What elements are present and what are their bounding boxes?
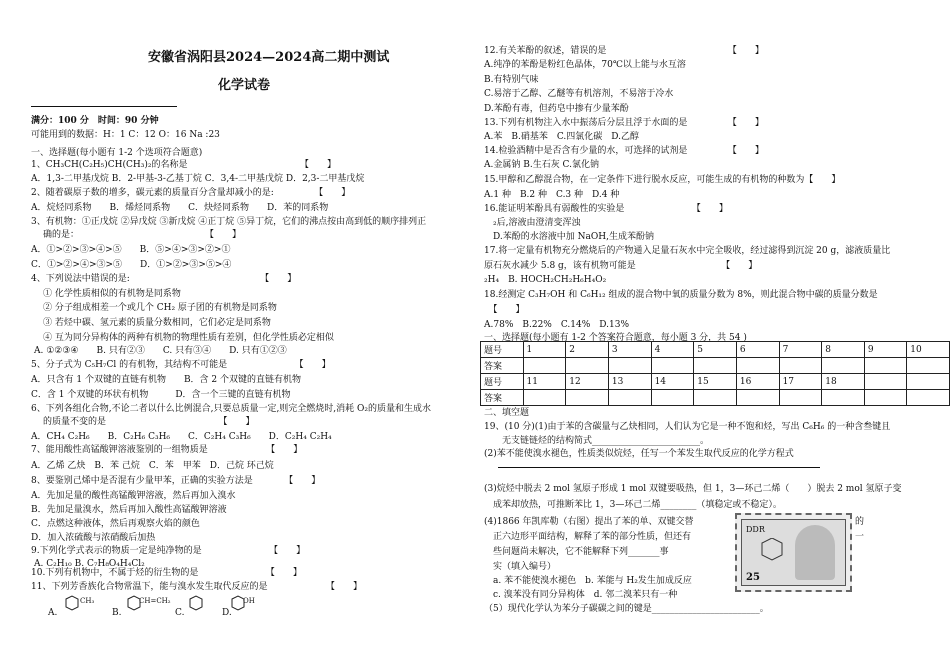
right-line-0: 12.有关苯酚的叙述，错误的是 【 】 <box>484 46 764 56</box>
answer-row <box>481 374 950 390</box>
left-line-13: ④ 互为同分异构体的两种有机物的物理性质有差别，但化学性质必定相似 <box>34 333 334 343</box>
left-line-1: 1、CH₃CH(C₂H₅)CH(CH₃)₂的名称是 【 】 <box>31 160 336 170</box>
right-line-6: A.苯 B.硝基苯 C.四氯化碳 D.乙醇 <box>484 132 640 142</box>
answer-cell[interactable] <box>907 390 950 406</box>
q11-option-b[interactable] <box>112 608 121 619</box>
right-line-16: ₂H₄ B. HOCH₂CH₂H₆H₄O₂ <box>484 275 607 285</box>
fill-line-3: (2)苯不能使溴水褪色，性质类似烷烃，任写一个苯发生取代反应的化学方程式 <box>484 449 794 459</box>
fill-line-11: c. 溴苯没有同分异构体 d. 邻二溴苯只有一种 <box>484 590 678 600</box>
answer-cell[interactable]: 答案 <box>481 358 524 374</box>
left-line-24: A．先加足量的酸性高锰酸钾溶液，然后再加入溴水 <box>31 491 236 501</box>
right-line-2: B.有特别气味 <box>484 75 539 85</box>
answer-line-2 <box>498 467 820 468</box>
answer-cell[interactable] <box>779 390 822 406</box>
answer-cell[interactable] <box>907 358 950 374</box>
left-line-14: A. ①②③④ B. 只有②③ C. 只有③④ D. 只有①②③ <box>34 346 287 356</box>
fill-line-6: (4)1866 年凯库勒（右图）提出了苯的单、双键交替 <box>484 517 694 527</box>
fill-line-8: 些问题尚未解决，它不能解释下列_______事 <box>484 547 669 557</box>
left-line-20: A．CH₄ C₂H₆ B．C₂H₆ C₃H₆ C．C₂H₄ C₃H₆ D．C₂H₄ C₂H₄ <box>31 432 332 442</box>
fill-line-10: a. 苯不能使溴水褪色 b. 苯能与 H₂发生加成反应 <box>484 576 692 586</box>
left-line-15: 5、分子式为 C₅H₇Cl 的有机物，其结构不可能是 【 】 <box>31 360 331 370</box>
answer-cell[interactable] <box>608 390 651 406</box>
left-line-21: 7、能用酸性高锰酸钾溶液鉴别的一组物质是 【 】 <box>31 445 303 455</box>
question-number-cell: 6 <box>736 342 779 358</box>
answer-cell[interactable] <box>651 358 694 374</box>
right-line-3: C.易溶于乙醇、乙醚等有机溶剂，不易溶于冷水 <box>484 89 674 99</box>
left-line-8: C．①>②>④>③>⑤ D．①>②>③>⑤>④ <box>31 260 232 270</box>
stamp-country: DDR <box>746 525 765 534</box>
question-number-cell: 18 <box>822 374 865 390</box>
right-line-1: A.纯净的苯酚是粉红色晶体，70℃以上能与水互溶 <box>484 60 686 70</box>
right-line-17: 18.经测定 C₃H₇OH 和 C₆H₁₂ 组成的混合物中氧的质量分数为 8%，则此混合物中碳的质量分数是 <box>484 290 878 300</box>
answer-cell[interactable] <box>523 358 566 374</box>
right-line-14: 17.将一定量有机物充分燃烧后的产物通入足量石灰水中完全吸收，经过滤得到沉淀 20 g，滤液质量比 <box>484 246 891 256</box>
question-number-cell: 10 <box>907 342 950 358</box>
left-line-2: A．1,3-二甲基戊烷 B．2-甲基-3-乙基丁烷 C．3,4-二甲基戊烷 D．2,3-二甲基戊烷 <box>31 174 365 184</box>
answer-cell[interactable] <box>523 390 566 406</box>
option-letter: B. <box>112 608 122 618</box>
left-line-28: 9.下列化学式表示的物质一定是纯净物的是 【 】 <box>31 546 306 556</box>
question-number-cell: 11 <box>523 374 566 390</box>
benzene-ring-icon <box>184 593 214 615</box>
answer-cell[interactable] <box>822 390 865 406</box>
answer-cell[interactable] <box>694 390 737 406</box>
fill-line-9: 实（填入编号） <box>484 562 557 572</box>
left-line-16: A．只含有 1 个双键的直链有机物 B．含 2 个双键的直链有机物 <box>31 375 302 385</box>
right-line-5: 13.下列有机物注入水中振荡后分层且浮于水面的是 【 】 <box>484 118 764 128</box>
question-number-cell: 题号 <box>481 342 524 358</box>
score-time: 满分：100 分 时间：90 分钟 <box>31 116 159 126</box>
option-letter: C. <box>175 608 185 618</box>
left-line-23: 8、要鉴别己烯中是否混有少量甲苯，正确的实验方法是 【 】 <box>31 476 321 486</box>
answer-row <box>481 342 950 358</box>
q11-b-sub: CH=CH₂ <box>139 597 171 605</box>
left-line-26: C．点燃这种液体，然后再观察火焰的颜色 <box>31 519 200 529</box>
answer-cell[interactable] <box>736 358 779 374</box>
question-number-cell: 1 <box>523 342 566 358</box>
question-number-cell: 题号 <box>481 374 524 390</box>
answer-cell[interactable] <box>608 358 651 374</box>
left-line-17: C．含 1 个双键的环状有机物 D．含一个三键的直链有机物 <box>31 390 291 400</box>
question-number-cell <box>907 374 950 390</box>
answer-table <box>480 341 950 406</box>
question-number-cell: 3 <box>608 342 651 358</box>
left-line-10: ① 化学性质相似的有机物是同系物 <box>34 289 181 299</box>
atomic-masses: 可能用到的数据：H：1 C：12 O：16 Na :23 <box>31 130 220 140</box>
answer-cell[interactable] <box>566 358 609 374</box>
right-line-4: D.苯酚有毒，但药皂中掺有少量苯酚 <box>484 104 629 114</box>
answer-cell[interactable] <box>651 390 694 406</box>
right-line-9: 15.甲醇和乙醇混合物，在一定条件下进行脱水反应，可能生成的有机物的种数为【 】 <box>484 175 841 185</box>
stamp-value: 25 <box>746 572 760 583</box>
right-line-8: A.金属钠 B.生石灰 C.氯化钠 <box>484 160 599 170</box>
side-char-2: 一 <box>855 532 865 542</box>
answer-cell[interactable] <box>736 390 779 406</box>
question-number-cell: 2 <box>566 342 609 358</box>
question-number-cell <box>864 374 906 390</box>
q11-text: 11、下列芳香族化合物常温下，能与溴水发生取代反应的是 【 】 <box>31 582 362 592</box>
fill-line-7: 正六边形平面结构，解释了苯的部分性质，但还有 <box>484 532 692 542</box>
left-line-7: A．①>②>③>④>⑤ B．⑤>④>③>②>① <box>31 245 231 255</box>
question-number-cell: 14 <box>651 374 694 390</box>
question-number-cell: 4 <box>651 342 694 358</box>
answer-row <box>481 358 950 374</box>
answer-cell[interactable] <box>822 358 865 374</box>
question-number-cell: 17 <box>779 374 822 390</box>
question-number-cell: 7 <box>779 342 822 358</box>
left-line-11: ② 分子组成相差一个或几个 CH₂ 原子团的有机物是同系物 <box>34 303 277 313</box>
right-line-13: D.苯酚的水溶液中加 NaOH,生成苯酚钠 <box>484 232 654 242</box>
right-line-10: A.1 种 B.2 种 C.3 种 D.4 种 <box>484 190 620 200</box>
left-line-6: 确的是： 【 】 <box>34 230 242 240</box>
left-line-25: B．先加足量溴水，然后再加入酸性高锰酸钾溶液 <box>31 505 227 515</box>
question-number-cell: 9 <box>864 342 906 358</box>
left-line-18: 6、下列各组化合物,不论二者以什么比例混合,只要总质量一定,则完全燃烧时,消耗 O₂的质量和生成水 <box>31 404 432 414</box>
right-line-20: 一、选择题(每小题有 1-2 个答案符合题意，每小题 3 分，共 54 ) <box>484 333 747 343</box>
question-number-cell: 8 <box>822 342 865 358</box>
left-line-9: 4、下列说法中错误的是: 【 】 <box>31 274 297 284</box>
left-line-27: D．加入浓硫酸与浓硝酸后加热 <box>31 533 156 543</box>
fill-line-12: （5）现代化学认为苯分子碳碳之间的键是________________________。 <box>484 604 769 614</box>
question-number-cell: 16 <box>736 374 779 390</box>
right-line-15: 原石灰水减少 5.8 g，该有机物可能是 【 】 <box>484 261 758 271</box>
fill-line-2: 无支链链烃的结构简式________________________。 <box>484 436 710 446</box>
answer-cell[interactable]: 答案 <box>481 390 524 406</box>
question-number-cell: 5 <box>694 342 737 358</box>
q11-a-sub: CH₃ <box>80 597 95 605</box>
answer-cell[interactable] <box>566 390 609 406</box>
benzene-structure-icon <box>752 538 792 568</box>
answer-row <box>481 390 950 406</box>
right-line-19: A.78% B.22% C.14% D.13% <box>484 320 630 330</box>
fill-line-4: (3)烷烃中脱去 2 mol 氢原子形成 1 mol 双键要吸热，但 1，3—环己二烯（ ）脱去 2 mol 氢原子变 <box>484 484 902 494</box>
kekule-stamp-image <box>735 513 852 592</box>
answer-cell[interactable] <box>864 358 906 374</box>
left-line-5: 3、有机物：①正戊烷 ②异戊烷 ③新戊烷 ④正丁烷 ⑤异丁烷，它们的沸点按由高到低的顺序排列正 <box>31 217 427 227</box>
question-number-cell: 15 <box>694 374 737 390</box>
fill-line-5: 成苯却放热，可推断苯比 1，3—环己二烯________（填稳定或不稳定）。 <box>484 500 782 510</box>
left-line-30: 10.下列有机物中，不属于烃的衍生物的是 【 】 <box>31 568 302 578</box>
answer-cell[interactable] <box>694 358 737 374</box>
header-rule <box>31 106 177 107</box>
portrait-icon <box>795 525 835 580</box>
fill-line-1: 19、(10 分)(1)由于苯的含碳量与乙炔相同，人们认为它是一种不饱和烃，写出 C₆H₆ 的一种含叁键且 <box>484 422 891 432</box>
left-line-4: A．烷烃同系物 B．烯烃同系物 C．炔烃同系物 D．苯的同系物 <box>31 203 329 213</box>
option-letter: D. <box>222 608 232 618</box>
fill-line-0: 二、填空题 <box>484 408 530 418</box>
answer-cell[interactable] <box>779 358 822 374</box>
left-line-29: A. C₂H₁₀ B. C₇H₈O₄H₄Cl₂ <box>34 559 145 569</box>
left-line-19: 的质量不变的是 【 】 <box>34 417 255 427</box>
question-number-cell: 13 <box>608 374 651 390</box>
side-char-1: 的 <box>855 517 865 527</box>
left-line-12: ③ 若烃中碳、氢元素的质量分数相同，它们必定是同系物 <box>34 318 271 328</box>
left-line-22: A．乙烯 乙炔 B．苯 己烷 C．苯 甲苯 D．己烷 环己烷 <box>31 461 274 471</box>
right-line-18: 【 】 <box>484 305 525 315</box>
q11-d-sub: OH <box>243 597 255 605</box>
right-line-12: ₂后,溶液由澄清变浑浊 <box>484 218 581 228</box>
right-line-7: 14.检验酒精中是否含有少量的水，可选择的试剂是 【 】 <box>484 146 764 156</box>
left-line-3: 2、随着碳原子数的增多，碳元素的质量百分含量却减小的是: 【 】 <box>31 188 351 198</box>
option-letter: A. <box>48 608 58 618</box>
exam-subtitle: 化学试卷 <box>218 78 271 93</box>
exam-title: 安徽省涡阳县2024—2024高二期中测试 <box>148 50 390 65</box>
answer-cell[interactable] <box>864 390 906 406</box>
right-line-11: 16.能证明苯酚具有弱酸性的实验是 【 】 <box>484 204 728 214</box>
q11-option-a[interactable] <box>48 608 57 619</box>
question-number-cell: 12 <box>566 374 609 390</box>
left-line-0: 一、选择题(每小题有 1-2 个选项符合题意) <box>31 148 203 158</box>
